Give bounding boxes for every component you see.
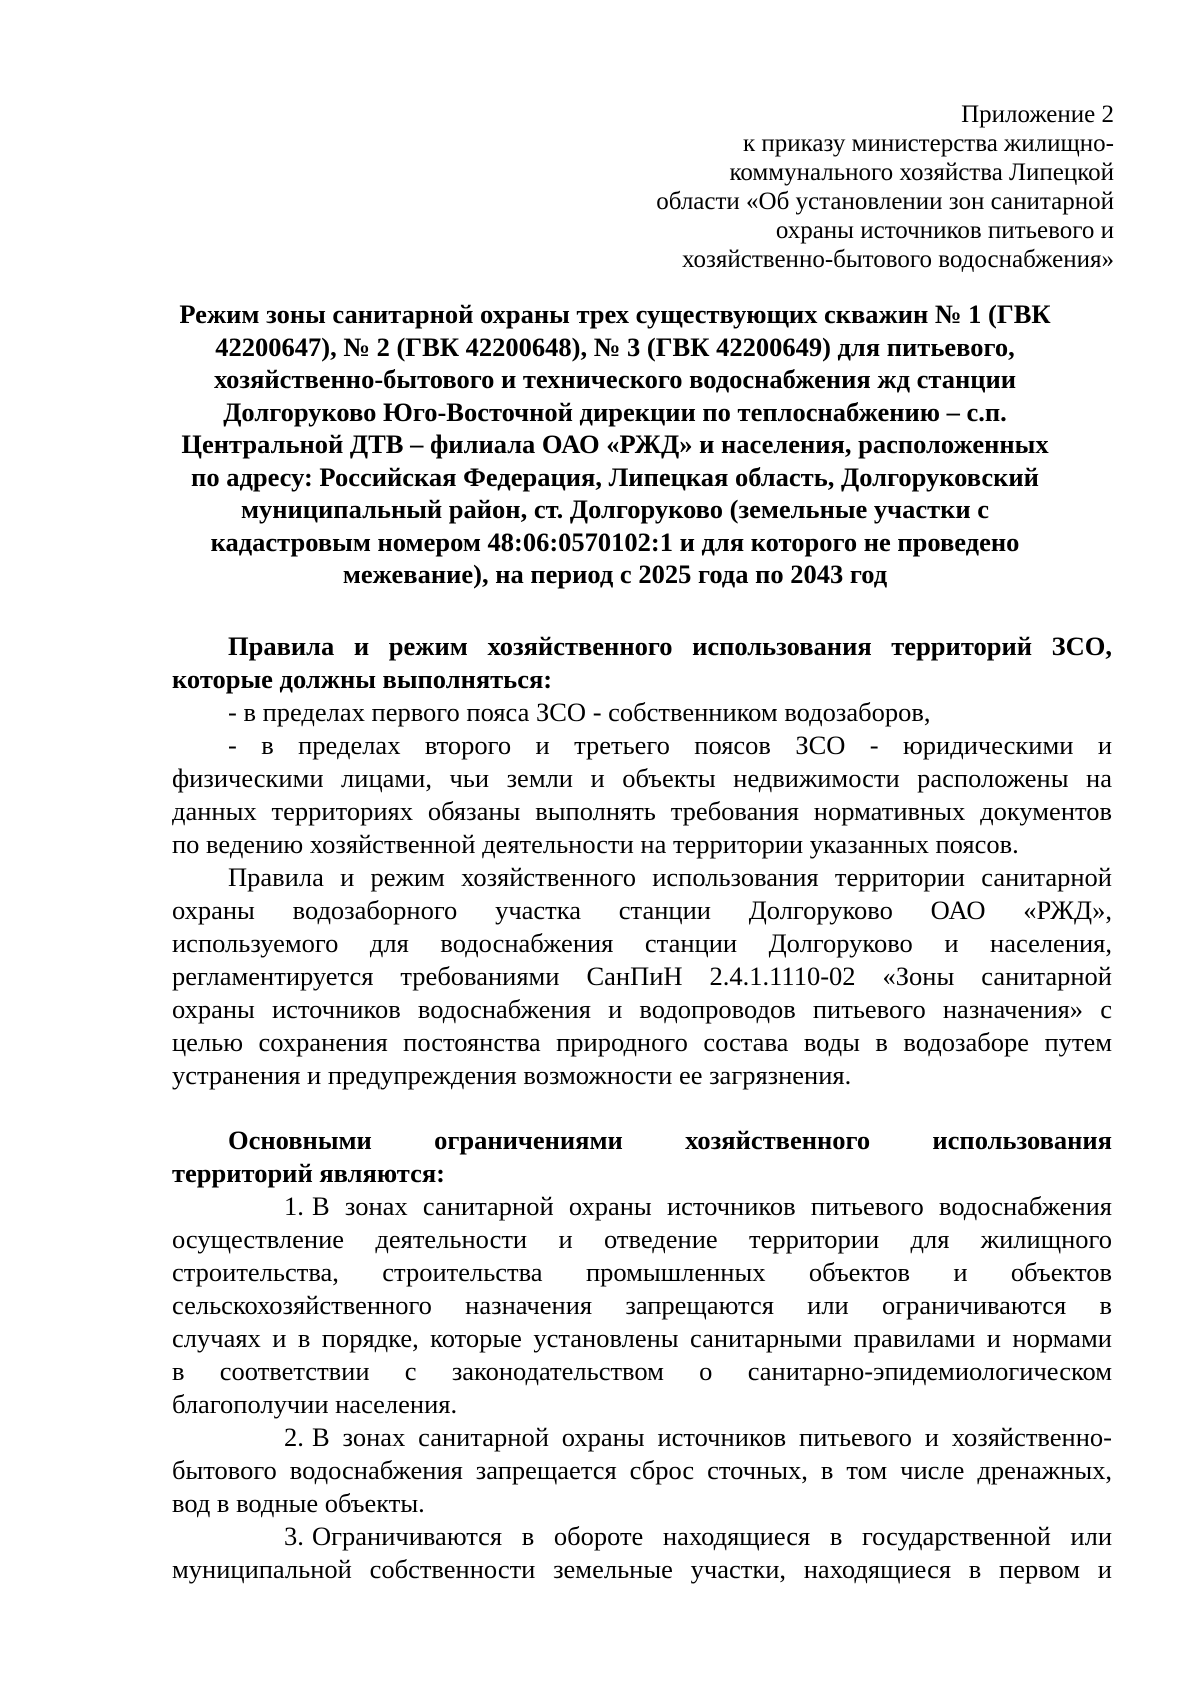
list-item-text: В зонах санитарной охраны источников питьевого и хозяйственно-	[312, 1422, 1112, 1452]
section-restrictions	[172, 1124, 1112, 1586]
title-line: Центральной ДТВ – филиала ОАО «РЖД» и населения, расположенных	[181, 429, 1049, 459]
list-item-line: сельскохозяйственного назначения запрещаются или ограничиваются в	[172, 1290, 1112, 1320]
title-line: межевание), на период с 2025 года по 2043 год	[342, 559, 888, 589]
title-line: муниципальный район, ст. Долгоруково (земельные участки с	[240, 494, 990, 524]
rule-item: - в пределах второго и третьего поясов ЗСО - юридическими и	[228, 730, 1112, 760]
list-item-line: бытового водоснабжения запрещается сброс сточных, в том числе дренажных,	[172, 1455, 1112, 1485]
paragraph-line: регламентируется требованиями СанПиН 2.4.1.1110-02 «Зоны санитарной	[172, 961, 1112, 991]
list-item-line: строительства, строительства промышленных объектов и объектов	[172, 1257, 1112, 1287]
paragraph-line: целью сохранения постоянства природного состава воды в водозаборе путем	[172, 1027, 1112, 1057]
section-rules	[172, 630, 1112, 1092]
appendix-line: Приложение 2	[961, 101, 1114, 128]
list-item-number: 1.	[284, 1191, 304, 1221]
list-item-line: муниципальной собственности земельные участки, находящиеся в первом и	[172, 1554, 1112, 1584]
rule-item-line: физическими лицами, чьи земли и объекты недвижимости расположены на	[172, 763, 1112, 793]
rule-item-line: по ведению хозяйственной деятельности на территории указанных поясов.	[172, 829, 1019, 859]
title-line: кадастровым номером 48:06:0570102:1 и для которого не проведено	[210, 526, 1020, 557]
title-line: Долгоруково Юго-Восточной дирекции по теплоснабжению – с.п.	[223, 396, 1007, 427]
title-line: по адресу: Российская Федерация, Липецкая область, Долгоруковский	[191, 461, 1039, 492]
title-line: Режим зоны санитарной охраны трех существующих скважин № 1 (ГВК	[179, 299, 1051, 329]
list-item	[172, 1190, 1112, 1223]
appendix-line: к приказу министерства жилищно-	[743, 130, 1114, 157]
section-heading: Основными ограничениями хозяйственного использования	[228, 1125, 1112, 1155]
section-heading: территорий являются:	[172, 1158, 446, 1188]
list-item-text: Ограничиваются в обороте находящиеся в государственной или	[312, 1521, 1112, 1551]
rule-item: - в пределах первого пояса ЗСО - собственником водозаборов,	[228, 697, 931, 727]
appendix-line: области «Об установлении зон санитарной	[656, 188, 1114, 215]
rule-item-line: данных территориях обязаны выполнять требования нормативных документов	[172, 796, 1112, 826]
appendix-line: коммунального хозяйства Липецкой	[729, 159, 1114, 186]
paragraph-line: Правила и режим хозяйственного использования территории санитарной	[228, 862, 1112, 892]
list-item-line: в соответствии с законодательством о санитарно-эпидемиологическом	[172, 1356, 1112, 1386]
paragraph-line: охраны источников водоснабжения и водопроводов питьевого назначения» с	[172, 994, 1112, 1024]
appendix-reference	[514, 100, 1114, 274]
appendix-line: охраны источников питьевого и	[775, 217, 1114, 244]
paragraph-line: охраны водозаборного участка станции Долгоруково ОАО «РЖД»,	[172, 895, 1112, 925]
appendix-line: хозяйственно-бытового водоснабжения»	[681, 246, 1114, 273]
list-item-number: 2.	[284, 1422, 304, 1452]
list-item	[172, 1421, 1112, 1454]
paragraph-line: используемого для водоснабжения станции Долгоруково и населения,	[172, 928, 1112, 958]
title-line: хозяйственно-бытового и технического водоснабжения жд станции	[213, 364, 1017, 394]
paragraph-line: устранения и предупреждения возможности ее загрязнения.	[172, 1060, 852, 1090]
list-item-line: осуществление деятельности и отведение территории для жилищного	[172, 1224, 1112, 1254]
list-item-line: случаях и в порядке, которые установлены санитарными правилами и нормами	[172, 1323, 1112, 1353]
list-item	[172, 1520, 1112, 1553]
list-item-text: В зонах санитарной охраны источников питьевого водоснабжения	[312, 1191, 1112, 1221]
list-item-line: благополучии населения.	[172, 1389, 458, 1419]
document-title	[150, 298, 1080, 591]
list-item-number: 3.	[284, 1521, 304, 1551]
section-heading: которые должны выполняться:	[172, 664, 553, 694]
title-line: 42200647), № 2 (ГВК 42200648), № 3 (ГВК 42200649) для питьевого,	[215, 331, 1015, 362]
list-item-line: вод в водные объекты.	[172, 1488, 425, 1518]
section-heading: Правила и режим хозяйственного использования территорий ЗСО,	[228, 631, 1112, 661]
